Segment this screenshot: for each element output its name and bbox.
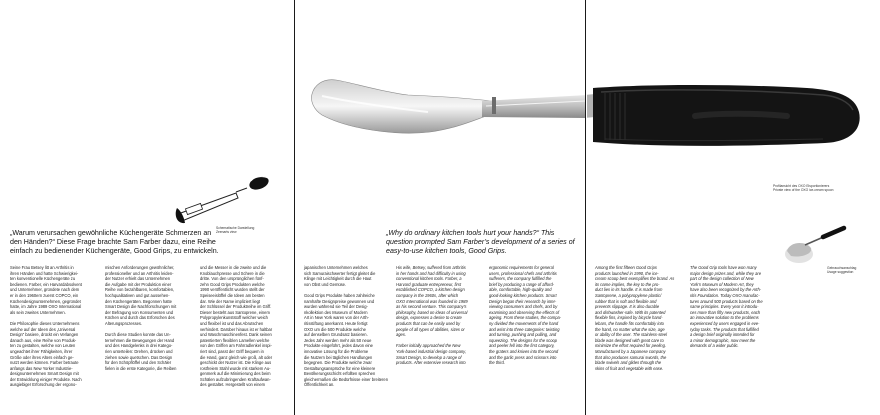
- scoop-with-icecream-icon: [587, 0, 880, 280]
- scoop-caption: Gebrauchsanschlag Usage suggestion: [827, 266, 857, 275]
- english-lead-paragraph: „Why do ordinary kitchen tools hurt your hands?“ This question prompted Sam Farber’s development of a series of easy-to-use kitchen tools, Good Grips.: [386, 229, 575, 256]
- page-divider-right: [585, 0, 586, 415]
- page-divider-left: [294, 0, 295, 415]
- ice-cream-scoop-photo: [296, 0, 585, 170]
- german-continued-column: japanischen Unternehmen welches sich Samuraischwerter fertigt gleitet die Klinge mit Leichtigkeit durch die Haut von Obst und Gemüse. Good Grips Produkte haben zahlreiche namhafte Designpreise gewonnen und wurden während sie Teil der Desig- nkollektion des Museum of Modern Art in New York waren von der Arth- ritisstiftung anerkannt. Heute fertigt OXO um die 500 Produkte welche auf denselben Grundsatz basieren. Jedes Jahr werden mehr als 50 neue Produkte eingeführt, jedes davon eine innovative Lösung für die Probleme die Nutzern bei täglichen Handlungen begegnen. Die Produkte welche zwar Gestaltungsansprüche für eine kleinere Bevölkerungsschicht erfüllten sprechen gleichermaßen die Bedürfnisse einer breiteren Öffentlichkeit an.: [304, 265, 388, 388]
- german-column-1: Seine Frau Betsey litt an Arthritis in ihren Händen und hatte Schwierigkei- ten konventionelle Küchengeräte zu bedienen. Farber, ein Harvardabsolvent und Unternehmer, gründete nach dem er in den 1960ern zuerst COPCO, ein Küchendesignunternehmen, gegründet hatte, im Jahre 1989 OXO International als sein zweites Unternehmen. Die Philosophie dieses Unternehmens welche auf der Ideen des „Universal Design“ basiere, drückt ein Verlangen danach aus, eine Reihe von Produk- ten zu gestalten, welche von Leuten ungeachtet ihrer Fähigkeiten, ihrer Größe oder ihres Alters einfach ge- nutzt werden können. Farber betraute anfangs das New Yorker Industrie- designunternehmen Smart Design mit der Entwicklung einiger Produkte. Nach ausgiebiger Erforschung der ergono-: [10, 265, 82, 388]
- german-column-3: und die Messer in die zweite und die Knoblauchpresse und Schere in die dritte. Von den ursprünglichen fünf- zehn Good Grips Produkten welche 1990 veröffentlicht wurden stellt der Speiseeislöffel die Ideen am besten dar. Wie der Name impliziert liegt der Schlüssel der Produktreihe im Griff. Dieser besteht aus Santoprene, einem Polypropylenkunststoff welcher weich und flexibel ist und das Abrutschen verhindert. Darüber hinaus ist er haltbar und Waschmaschinenfest. Dank seinen patentierten flexiblen Lamellen welche von den Griffen am Fahrradlenkel inspi- riert sind, passt der Griff bequem in die Hand, ganz gleich wie groß, alt oder geschickt der Nutzer ist. Die Klinge aus rostfreiem Stahl wurde mit starkem Au- genmerk auf die Minimierung des beim Schälen aufzubringenden Kraftaufwan- des gestaltet. Hergestellt von einem: [200, 265, 273, 388]
- english-column-2: ergonomic requirements for general users, professional chefs and arthritis sufferers, the company fulfilled the brief by producing a range of afford- able, comfortable, high-quality and good-looking kitchen products. Smart Design began their research by inter- viewing consumers and chefs, and by examining and observing the effects of ageing. From these studies, the compa- ny divided the movements of the hand and wrist into three categories: twisting and turning, pushing and pulling, and squeezing. The designs for the scoop and peeler fell into the first category, the graters and knives into the second and the garlic press and scissors into the third.: [489, 265, 562, 366]
- english-column-1: His wife, Betsey, suffered from arthritis in her hands and had difficulty in using conventional kitchen tools. Farber, a Harvard graduate entrepreneur, first established COPCO, a kitchen design company in the 1960s, after which OXO International was founded in 1989 as his second venture. This company’s philosophy, based on ideas of universal design, expresses a desire to create products that can be easily used by people of all types of abilities, sizes or ages. Farber initially approached the New York-based industrial design company, Smart Design, to develop a range of products. After extensive research into: [396, 265, 468, 366]
- page-german-intro: [0, 0, 294, 415]
- german-lead-paragraph: „Warum verursachen gewöhnliche Küchengeräte Schmerzen an den Händen?“ Diese Frage brachte Sam Farber dazu, eine Reihe einfach zu bedienender Küchengeräte, Good Grips, zu entwickeln.: [10, 229, 219, 256]
- german-column-2: mischen Anforderungen gewöhnlicher, professioneller und an Arthritis leiden- der Nutzer erhielt das Unternehmen die Aufgabe mit der Produktion einer Reihe von bezahlbaren, komfortablen, hochqualitativen und gut aussehen- den Küchengeräten. Begonnen hatte Smart Design die Nachforschungen mit der Befragung von Konsumenten und Köchen und durch das Erforschen des Alterungsprozesses. Durch diese Studien konnte das Un- ternehmen die Bewegungen der Hand und des Handgelenks in drei Katego- rien unterteilen: Drehen, drücken und ziehen sowie quetschen. Das Design für den Schöpflöffel und den Schäler fielen in die erste Kategorie, die Reiben: [105, 265, 177, 371]
- page-english-intro: [296, 0, 585, 415]
- sketch-caption: Schematische Darstellung Zeenarts view: [216, 226, 255, 235]
- english-column-3: Among the first fifteen Good Grips products launched in 1990, the ice- cream scoop best exemplifies the brand. As its name implies, the key to the pro- duct lies in its handle. It is made from Santoprene, a polypropylene plastic/ rubber that is soft and flexible and prevents slippage. It is also durable and dishwasher-safe. With its patented flexible fins, inspired by bicycle hand- lebars, the handle fits comfortably into the hand, no matter what the size, age or ability of the user. The stainless-steel blade was designed with great care to minimize the effort required for peeling. Manufactured by a Japanese company that also produces samurai swords, the blade swivels and glides through the skins of fruit and vegetable with ease.: [595, 265, 675, 371]
- photo-caption: Profilansicht des OXO Eisportionierers Private view of the OXO ice-cream spoon: [773, 184, 834, 193]
- english-column-4: The Good Grip tools have won many major design prizes and, while they are part of the design collection of New York’s Museum of Modern Art, they have also been recognized by the Arth- ritis Foundation. Today OXO manufac- tures around 500 products based on the same principles. Every year it introdu- ces more than fifty new products, each an innovative solution to the problems experienced by users engaged in eve- ryday tasks. The products that fulfilled a design brief originally intended for a minor demographic, now meet the demands of a wider public.: [690, 265, 763, 349]
- page-english-continued: [587, 0, 880, 415]
